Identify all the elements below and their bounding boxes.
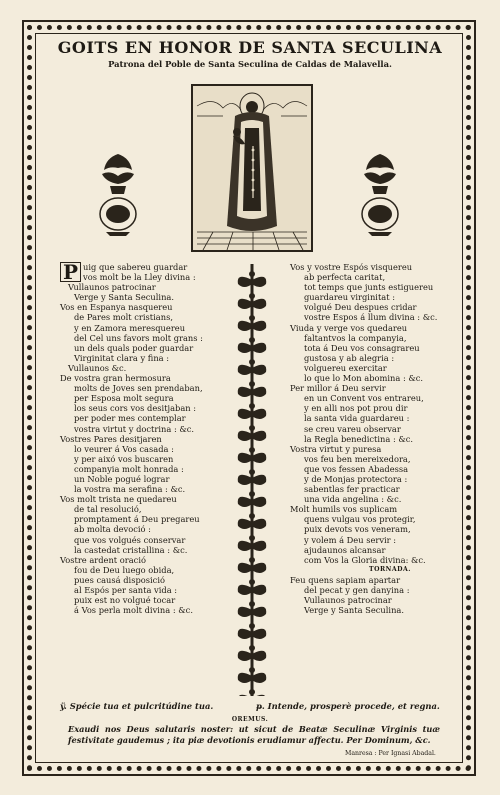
vine-leaf	[238, 409, 252, 419]
vine-leaf	[238, 695, 252, 696]
verse-text: la vostra ma serafina : &c.	[74, 484, 186, 495]
verse-line	[60, 545, 238, 555]
verse-text: companyia molt honrada :	[74, 463, 184, 474]
drop-cap: P	[60, 262, 81, 282]
verse-line	[60, 272, 238, 282]
verse-line	[60, 363, 238, 373]
vine-bud	[249, 689, 255, 695]
verse-line	[290, 535, 460, 545]
vine-bud	[249, 469, 255, 475]
vine-leaf	[238, 299, 252, 309]
verse-text: la Regla benedictina : &c.	[304, 433, 414, 444]
oremus-label: OREMUS.	[231, 716, 269, 723]
vine-leaf	[252, 497, 266, 507]
vine-leaf	[252, 673, 266, 683]
vine-bud	[249, 557, 255, 563]
vine-bud	[249, 601, 255, 607]
verse-text: ab molta devoció :	[74, 524, 151, 535]
verse-line	[290, 524, 460, 534]
verse-line	[290, 302, 460, 312]
vine-bud	[249, 425, 255, 431]
verse-line	[290, 323, 460, 333]
verse-text: per Esposa molt segura	[74, 393, 174, 404]
verse-line	[290, 434, 460, 444]
page-subtitle: Patrona del Poble de Santa Seculina de Caldas de Malavella.	[108, 59, 392, 69]
verse-text: una vida angelina : &c.	[304, 494, 402, 505]
vine-leaf	[238, 541, 252, 551]
verse-text: y de Monjas protectora :	[304, 473, 408, 484]
vine-leaf	[252, 321, 266, 331]
verse-text: puix est no volgué tocar	[74, 595, 176, 606]
printer-imprint: Manresa : Per Ignasi Abadal.	[345, 750, 436, 757]
verse-text: Vos en Espanya nasquereu	[60, 302, 173, 313]
vine-leaf	[238, 651, 252, 661]
verse-text: se creu vareu observar	[304, 423, 401, 434]
response: ᵽ. Intende, prosperè procede, et regna.	[256, 701, 440, 711]
verse-line	[60, 605, 238, 615]
verse-line	[60, 464, 238, 474]
verse-line	[60, 504, 238, 514]
verse-line	[290, 444, 460, 454]
verse-text: volguereu exercitar	[304, 362, 387, 373]
verse-line	[60, 585, 238, 595]
verse-line	[290, 262, 460, 272]
verse-text: Vostre ardent oració	[60, 554, 146, 565]
verse-text: Vostra virtut y puresa	[290, 443, 382, 454]
verse-line	[290, 373, 460, 383]
verse-line	[290, 333, 460, 343]
verse-line	[290, 383, 460, 393]
verse-line	[290, 353, 460, 363]
verse-text: com Vos la Gloria divina: &c.	[304, 554, 426, 565]
verse-text: Vos molt trista ne quedareu	[60, 494, 177, 505]
vine-leaf	[252, 563, 266, 573]
vine-leaf	[238, 321, 252, 331]
verse-line	[290, 585, 460, 595]
verse-line	[60, 403, 238, 413]
verse-text: tota á Deu vos consagrareu	[304, 342, 420, 353]
vine-leaf	[252, 299, 266, 309]
vine-leaf	[252, 277, 266, 287]
verse-text: Verge y Santa Seculina.	[304, 605, 404, 616]
vine-bud	[249, 667, 255, 673]
verse-text: De vostra gran hermosura	[60, 373, 171, 384]
verse-line	[60, 413, 238, 423]
verse-line	[290, 464, 460, 474]
verse-text: del pecat y gen danyina :	[304, 585, 410, 595]
vine-leaf	[252, 585, 266, 595]
verse-line	[60, 575, 238, 585]
verse-text: fou de Deu luego obida,	[74, 564, 175, 575]
vine-bud	[249, 579, 255, 585]
verse-text: un dels quals poder guardar	[74, 342, 194, 353]
vine-bud	[249, 359, 255, 365]
verse-text: faltantvos la companyia,	[304, 332, 407, 343]
verse-line	[60, 484, 238, 494]
vine-leaf	[238, 431, 252, 441]
verse-line	[60, 514, 238, 524]
verse-text: promptament á Deu pregareu	[74, 514, 200, 525]
vine-leaf	[238, 497, 252, 507]
verse-text: en un Convent vos entrareu,	[304, 393, 424, 404]
verse-text: vostre Espos á llum divina : &c.	[304, 312, 438, 323]
vine-leaf	[238, 629, 252, 639]
verse-line	[290, 403, 460, 413]
verse-line	[60, 282, 238, 292]
verse-line	[290, 413, 460, 423]
verse-column-right	[290, 262, 460, 615]
vine-leaf	[252, 695, 266, 696]
versicle: ÿ. Spécie tua et pulcritúdine tua.	[60, 701, 214, 711]
vine-bud	[249, 535, 255, 541]
verse-line	[290, 555, 460, 565]
verse-text: Vostres Pares desitjaren	[60, 433, 162, 444]
verse-text: sabentlas fer practicar	[304, 484, 400, 495]
vine-leaf	[252, 365, 266, 375]
verse-line	[290, 494, 460, 504]
verse-line	[290, 484, 460, 494]
verse-text: y en Zamora meresquereu	[74, 322, 186, 333]
verse-text: guardareu virginitat :	[304, 292, 395, 303]
verse-line	[290, 272, 460, 282]
verse-text: gustosa y ab alegria :	[304, 352, 395, 363]
verse-text: vostra virtut y doctrina : &c.	[74, 423, 195, 434]
vine-ornament-icon	[234, 264, 270, 696]
verse-text: TORNADA.	[369, 565, 411, 573]
verse-line	[60, 434, 238, 444]
verse-text: Viuda y verge vos quedareu	[290, 322, 408, 333]
verse-line	[60, 292, 238, 302]
vine-leaf	[238, 453, 252, 463]
verse-line	[60, 393, 238, 403]
verse-line	[60, 524, 238, 534]
verse-line	[290, 292, 460, 302]
verse-line	[60, 454, 238, 464]
vine-leaf	[238, 475, 252, 485]
vine-bud	[249, 645, 255, 651]
vine-bud	[249, 491, 255, 497]
verse-text: la castedat cristallina : &c.	[74, 544, 188, 555]
verse-line	[60, 494, 238, 504]
verse-line	[290, 575, 460, 585]
verse-line	[60, 312, 238, 322]
vine-bud	[249, 293, 255, 299]
verse-line	[290, 282, 460, 292]
saint-woodcut-image	[191, 84, 313, 252]
verse-text: que vos fessen Abadessa	[304, 463, 409, 474]
verse-text: Virginitat clara y fina :	[74, 352, 170, 363]
verse-text: lo veurer á Vos casada :	[74, 443, 174, 454]
verse-text: Verge y Santa Seculina.	[74, 292, 174, 303]
flower-vase-left-icon	[96, 150, 140, 236]
verse-text: de Pares molt cristians,	[74, 312, 173, 323]
verse-text: Vullaunos patrocinar	[304, 595, 392, 606]
verse-line	[60, 444, 238, 454]
vine-leaf	[252, 431, 266, 441]
vine-leaf	[252, 541, 266, 551]
page-title: GOITS EN HONOR DE SANTA SECULINA	[57, 38, 443, 57]
verse-text: al Espós per santa vida :	[74, 585, 178, 595]
vine-bud	[249, 623, 255, 629]
vine-leaf	[252, 629, 266, 639]
vine-leaf	[238, 343, 252, 353]
verse-line	[290, 474, 460, 484]
verse-text: Molt humils vos suplicam	[290, 504, 398, 515]
vine-leaf	[238, 519, 252, 529]
vine-leaf	[252, 475, 266, 485]
verse-line	[290, 545, 460, 555]
verse-line	[290, 393, 460, 403]
saint-figure-icon	[193, 86, 311, 250]
vine-leaf	[252, 453, 266, 463]
vine-bud	[249, 337, 255, 343]
verse-line	[60, 302, 238, 312]
verse-line	[60, 353, 238, 363]
verse-line	[290, 504, 460, 514]
verse-line	[60, 474, 238, 484]
vine-bud	[249, 315, 255, 321]
verse-text: que vos volgués conservar	[74, 534, 186, 545]
vine-leaf	[238, 585, 252, 595]
verse-text: de tal resolució,	[74, 504, 142, 515]
verse-line	[290, 565, 460, 575]
vine-leaf	[252, 651, 266, 661]
verse-text: ajudaunos alcansar	[304, 544, 386, 555]
vine-bud	[249, 271, 255, 277]
verse-text: y en alli nos pot prou dir	[304, 403, 408, 414]
verse-line	[290, 595, 460, 605]
vine-leaf	[252, 519, 266, 529]
verse-text: quens vulgau vos protegir,	[304, 514, 416, 525]
vine-leaf	[252, 343, 266, 353]
verse-text: molts de Joves sen prendaban,	[74, 383, 203, 394]
vine-leaf	[238, 365, 252, 375]
verse-line	[290, 363, 460, 373]
verse-text: del Cel uns favors molt grans :	[74, 332, 203, 343]
verse-text: puix devots vos veneram,	[304, 524, 411, 535]
verse-text: la santa vida guardareu :	[304, 413, 410, 424]
verse-text: lo que lo Mon abomina : &c.	[304, 373, 424, 384]
vine-bud	[249, 447, 255, 453]
vine-leaf	[252, 409, 266, 419]
verse-line	[60, 535, 238, 545]
vine-bud	[249, 381, 255, 387]
verse-text: per poder mes contemplar	[74, 413, 186, 424]
verse-line	[60, 383, 238, 393]
verse-text: Vullaunos &c.	[68, 362, 127, 373]
verse-column-left	[60, 262, 238, 615]
verse-text: y per aixó vos buscaren	[74, 453, 174, 464]
verse-line	[60, 323, 238, 333]
verse-line	[60, 424, 238, 434]
verse-line	[290, 312, 460, 322]
verse-text: vos molt be la Lley divina :	[83, 272, 196, 283]
vine-bud	[249, 513, 255, 519]
verse-text: pues causá disposició	[74, 574, 165, 585]
vine-leaf	[238, 277, 252, 287]
verse-text: tot temps que junts estiguereu	[304, 282, 434, 293]
verse-line	[60, 565, 238, 575]
verse-text: vos feu ben mereixedora,	[304, 453, 411, 464]
vine-leaf	[238, 387, 252, 397]
verse-text: uig que sabereu guardar	[83, 262, 188, 272]
verse-line	[290, 514, 460, 524]
verse-text: ab perfecta caritat,	[304, 272, 386, 283]
verse-line	[290, 605, 460, 615]
verse-line	[60, 333, 238, 343]
verse-text: á Vos perla molt divina : &c.	[74, 605, 193, 616]
vine-leaf	[238, 563, 252, 573]
verse-line	[60, 373, 238, 383]
verse-text: un Noble pogué lograr	[74, 473, 170, 484]
verse-text: Vullaunos patrocinar	[68, 282, 156, 293]
verse-line	[60, 343, 238, 353]
oremus-prayer: Exaudi nos Deus salutaris noster: ut sicut de Beatæ Seculinæ Virginis tuæ festivitate gaudemus ; ita piæ devotionis erudiamur affectu. Per Dominum, &c.	[68, 724, 440, 745]
verse-text: y volem á Deu servir :	[304, 534, 397, 545]
verse-line	[60, 595, 238, 605]
vine-leaf	[252, 387, 266, 397]
verse-line	[290, 454, 460, 464]
vine-leaf	[238, 607, 252, 617]
flower-vase-right-icon	[358, 150, 402, 236]
verse-text: volgué Deu despues cridar	[304, 302, 417, 313]
vine-leaf	[238, 673, 252, 683]
verse-line	[60, 555, 238, 565]
verse-text: Per millor á Deu servir	[290, 383, 386, 394]
vine-bud	[249, 403, 255, 409]
verse-line	[290, 343, 460, 353]
verse-line	[290, 424, 460, 434]
verse-text: los seus cors vos desitjaban :	[74, 403, 197, 414]
verse-text: Feu quens sapiam apartar	[290, 574, 401, 585]
verse-text: Vos y vostre Espós visquereu	[290, 262, 413, 272]
vine-leaf	[252, 607, 266, 617]
